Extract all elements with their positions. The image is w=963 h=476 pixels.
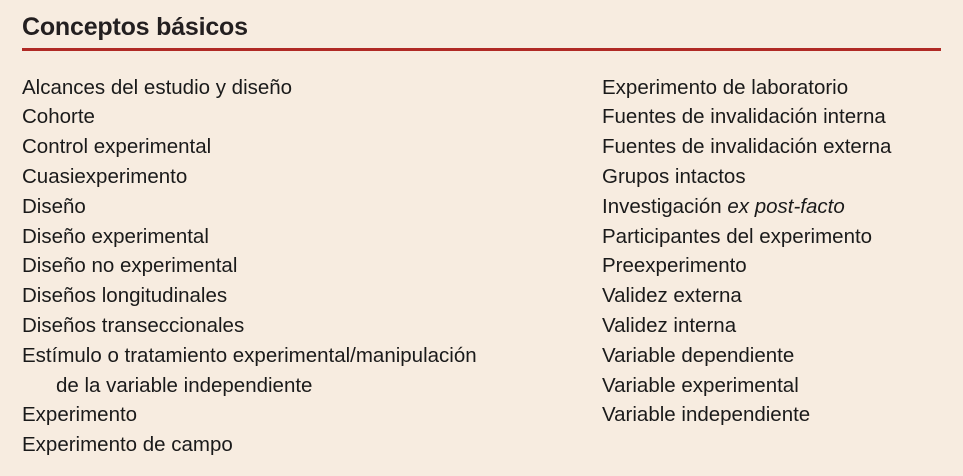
list-item: Preexperimento	[602, 254, 747, 278]
list-item	[602, 192, 941, 222]
list-item: Experimento de laboratorio	[602, 75, 849, 99]
list-item: Cuasiexperimento	[22, 164, 188, 188]
list-item	[22, 341, 569, 401]
list-item-line1: Estímulo o tratamiento experimental/manipulación	[22, 343, 477, 367]
list-item: Participantes del experimento	[602, 224, 873, 248]
list-item: Diseños transeccionales	[22, 314, 245, 337]
list-item-emphasis: ex post-facto	[727, 194, 845, 218]
list-item-text: Investigación	[602, 194, 728, 218]
list-item: Diseños longitudinales	[22, 284, 228, 308]
list-item: Validez interna	[602, 314, 737, 337]
list-item: Variable independiente	[602, 403, 811, 427]
list-item: Experimento	[22, 403, 138, 427]
list-item: Alcances del estudio y diseño	[22, 75, 293, 99]
terms-column-right	[602, 73, 941, 461]
list-item: Diseño	[22, 194, 86, 218]
list-item: Variable experimental	[602, 373, 799, 397]
list-item: Validez externa	[602, 284, 742, 308]
list-item: Variable dependiente	[602, 343, 795, 367]
terms-column-left	[22, 73, 602, 461]
list-item: Fuentes de invalidación externa	[602, 135, 892, 159]
terms-columns	[22, 73, 941, 461]
list-item: Cohorte	[22, 105, 95, 129]
list-item-line2: de la variable independiente	[56, 373, 313, 397]
title-divider	[22, 48, 941, 51]
list-item: Grupos intactos	[602, 164, 746, 188]
list-item: Diseño experimental	[22, 224, 209, 248]
list-item: Experimento de campo	[22, 433, 233, 457]
list-item: Diseño no experimental	[22, 254, 238, 278]
list-item: Fuentes de invalidación interna	[602, 105, 886, 129]
list-item: Control experimental	[22, 135, 212, 159]
page-title: Conceptos básicos	[22, 13, 248, 41]
